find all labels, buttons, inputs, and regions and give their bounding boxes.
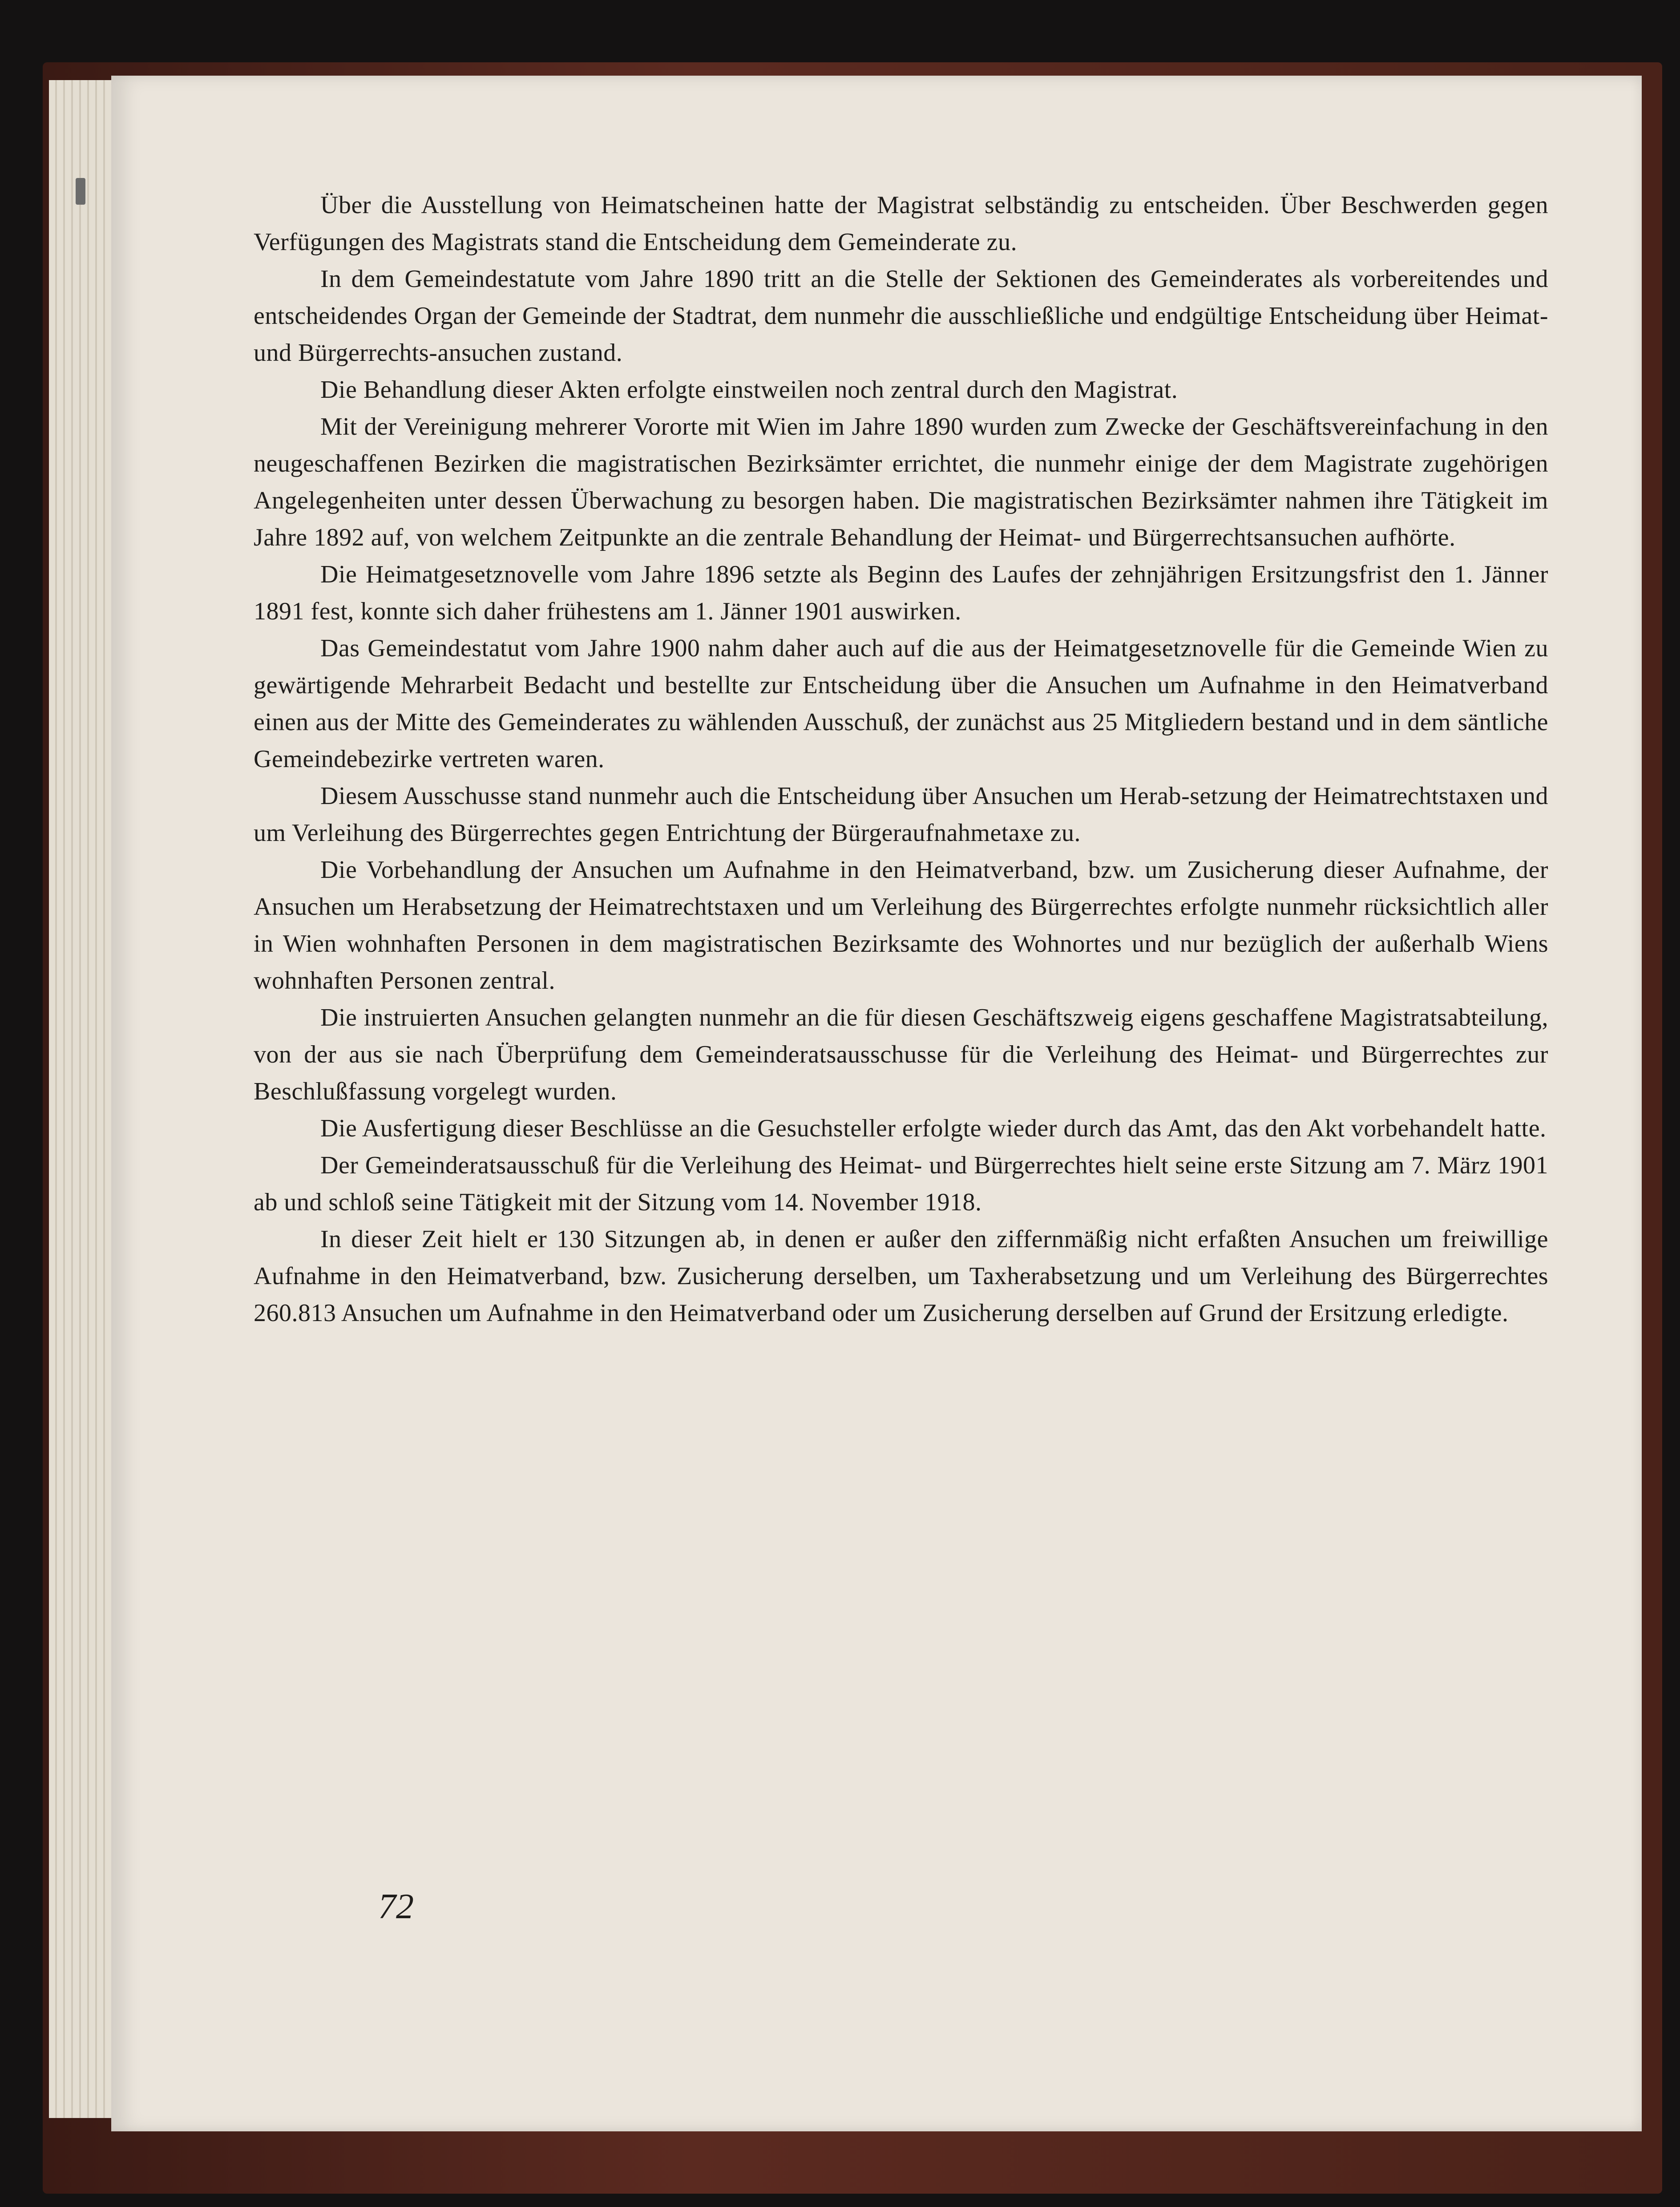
paragraph: Die Behandlung dieser Akten erfolgte einstweilen noch zentral durch den Magistrat. bbox=[320, 376, 1178, 404]
paragraph: Die Heimatgesetznovelle vom Jahre 1896 setzte als Beginn des Laufes der zehnjährigen Ersitzungsfrist den 1. Jänner 1891 fest, konnte sich daher frühestens am 1. Jänner 1901 auswirken. bbox=[254, 561, 1548, 625]
body-text bbox=[254, 187, 1548, 1332]
paragraph: In dem Gemeindestatute vom Jahre 1890 tritt an die Stelle der Sektionen des Gemeinderates als vorbereitendes und entscheidendes Organ der Gemeinde der Stadtrat, dem nunmehr die ausschließliche und endgültige Entscheidung über Heimat- und Bürgerrechts-ansuchen zustand. bbox=[254, 265, 1548, 367]
paragraph: In dieser Zeit hielt er 130 Sitzungen ab, in denen er außer den ziffernmäßig nicht erfaßten Ansuchen um freiwillige Aufnahme in den Heimatverband, bzw. Zusicherung derselben, um Taxherabsetzung und um Verleihung des Bürgerrechtes 260.813 Ansuchen um Aufnahme in den Heimatverband oder um Zusicherung derselben auf Grund der Ersitzung erledigte. bbox=[254, 1225, 1548, 1327]
paragraph: Diesem Ausschusse stand nunmehr auch die Entscheidung über Ansuchen um Herab-setzung der Heimatrechtstaxen und um Verleihung des Bürgerrechtes gegen Entrichtung der Bürgeraufnahmetaxe zu. bbox=[254, 782, 1548, 847]
paragraph: Mit der Vereinigung mehrerer Vororte mit Wien im Jahre 1890 wurden zum Zwecke der Geschäftsvereinfachung in den neugeschaffenen Bezirken die magistratischen Bezirksämter errichtet, die nunmehr einige der dem Magistrate zugehörigen Angelegenheiten unter dessen Überwachung zu besorgen haben. Die magistratischen Bezirksämter nahmen ihre Tätigkeit im Jahre 1892 auf, von welchem Zeitpunkte an die zentrale Behandlung der Heimat- und Bürgerrechtsansuchen aufhörte. bbox=[254, 413, 1548, 551]
paragraph: Die Ausfertigung dieser Beschlüsse an die Gesuchsteller erfolgte wieder durch das Amt, das den Akt vorbehandelt hatte. bbox=[320, 1115, 1547, 1142]
paragraph: Der Gemeinderatsausschuß für die Verleihung des Heimat- und Bürgerrechtes hielt seine erste Sitzung am 7. März 1901 ab und schloß seine Tätigkeit mit der Sitzung vom 14. November 1918. bbox=[254, 1152, 1548, 1216]
paragraph: Die Vorbehandlung der Ansuchen um Aufnahme in den Heimatverband, bzw. um Zusicherung dieser Aufnahme, der Ansuchen um Herabsetzung der Heimatrechtstaxen und um Verleihung des Bürgerrechtes erfolgte nunmehr rücksichtlich aller in Wien wohnhaften Personen in dem magistratischen Bezirksamte des Wohnortes und nur bezüglich der außerhalb Wiens wohnhaften Personen zentral. bbox=[254, 856, 1548, 994]
paragraph: Die instruierten Ansuchen gelangten nunmehr an die für diesen Geschäftszweig eigens geschaffene Magistratsabteilung, von der aus sie nach Überprüfung dem Gemeinderatsausschusse für die Verleihung des Heimat- und Bürgerrechtes zur Beschlußfassung vorgelegt wurden. bbox=[254, 1004, 1548, 1105]
paragraph: Über die Ausstellung von Heimatscheinen hatte der Magistrat selbständig zu entscheiden. Über Beschwerden gegen Verfügungen des Magistrats stand die Entscheidung dem Gemeinderate zu. bbox=[254, 191, 1548, 256]
paragraph: Das Gemeindestatut vom Jahre 1900 nahm daher auch auf die aus der Heimatgesetznovelle für die Gemeinde Wien zu gewärtigende Mehrarbeit Bedacht und bestellte zur Entscheidung über die Ansuchen um Aufnahme in den Heimatverband einen aus der Mitte des Gemeinderates zu wählenden Ausschuß, der zunächst aus 25 Mitgliedern bestand und in dem säntliche Gemeindebezirke vertreten waren. bbox=[254, 635, 1548, 773]
scanner-marker bbox=[76, 178, 85, 205]
page-number: 72 bbox=[378, 1887, 414, 1926]
